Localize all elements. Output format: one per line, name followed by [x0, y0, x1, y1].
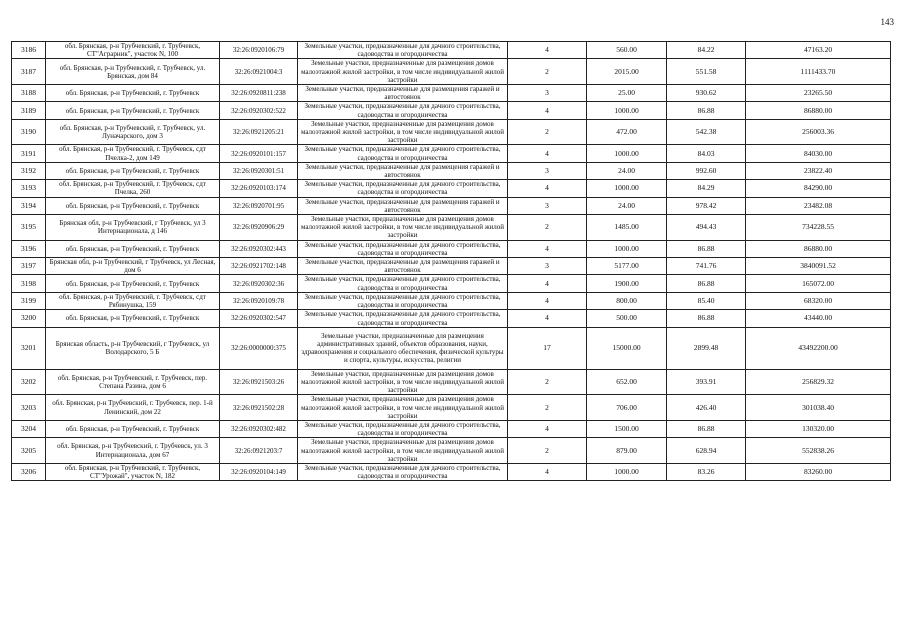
address-cell: обл. Брянская, р-н Трубчевский, г. Трубчевск, ул. Брянская, дом 84 — [46, 59, 220, 85]
row-number-cell: 3189 — [12, 102, 46, 119]
cadastral-number-cell: 32:26:0921203:7 — [220, 438, 298, 464]
specific-value-cell: 551.58 — [667, 59, 746, 85]
table-row — [12, 180, 891, 197]
land-use-cell: Земельные участки, предназначенные для размещения гаражей и автостоянок — [298, 162, 508, 179]
specific-value-cell: 84.29 — [667, 180, 746, 197]
row-number-cell: 3205 — [12, 438, 46, 464]
address-cell: Брянская область, р-н Трубчевский, г Трубчевск, ул Володарского, 5 Б — [46, 327, 220, 369]
row-number-cell: 3203 — [12, 395, 46, 421]
row-number-cell: 3206 — [12, 463, 46, 480]
specific-value-cell: 930.62 — [667, 85, 746, 102]
land-use-cell: Земельные участки, предназначенные для размещения домов малоэтажной жилой застройки, в том числе индивидуальной жилой застройки — [298, 395, 508, 421]
row-number-cell: 3196 — [12, 240, 46, 257]
address-cell: обл. Брянская, р-н Трубчевский, г. Трубчевск, СТ"Аграрник", участок N, 100 — [46, 42, 220, 59]
table-row — [12, 463, 891, 480]
table-row — [12, 85, 891, 102]
specific-value-cell: 2899.48 — [667, 327, 746, 369]
cadastral-value-cell: 3840091.52 — [746, 258, 891, 275]
table-row — [12, 102, 891, 119]
land-use-cell: Земельные участки, предназначенные для дачного строительства, садоводства и огородничества — [298, 310, 508, 327]
use-group-cell: 4 — [508, 292, 587, 309]
specific-value-cell: 628.94 — [667, 438, 746, 464]
table-row — [12, 197, 891, 214]
cadastral-value-cell: 165072.00 — [746, 275, 891, 292]
address-cell: обл. Брянская, р-н Трубчевский, г. Трубчевск, ул. 3 Интернационала, дом 67 — [46, 438, 220, 464]
area-cell: 24.00 — [587, 162, 667, 179]
specific-value-cell: 393.91 — [667, 369, 746, 395]
use-group-cell: 4 — [508, 463, 587, 480]
area-cell: 15000.00 — [587, 327, 667, 369]
land-use-cell: Земельные участки, предназначенные для дачного строительства, садоводства и огородничества — [298, 240, 508, 257]
table-row — [12, 420, 891, 437]
land-use-cell: Земельные участки, предназначенные для размещения домов малоэтажной жилой застройки, в том числе индивидуальной жилой застройки — [298, 59, 508, 85]
use-group-cell: 2 — [508, 59, 587, 85]
land-use-cell: Земельные участки, предназначенные для дачного строительства, садоводства и огородничества — [298, 180, 508, 197]
use-group-cell: 2 — [508, 395, 587, 421]
address-cell: обл. Брянская, р-н Трубчевский, г. Трубчевск, ул. Луначарского, дом 3 — [46, 119, 220, 145]
address-cell: обл. Брянская, р-н Трубчевский, г. Трубчевск — [46, 85, 220, 102]
land-use-cell: Земельные участки, предназначенные для дачного строительства, садоводства и огородничества — [298, 102, 508, 119]
use-group-cell: 2 — [508, 438, 587, 464]
use-group-cell: 3 — [508, 85, 587, 102]
specific-value-cell: 978.42 — [667, 197, 746, 214]
cadastral-value-cell: 1111433.70 — [746, 59, 891, 85]
cadastral-number-cell: 32:26:0920906:29 — [220, 215, 298, 241]
address-cell: обл. Брянская, р-н Трубчевский, г. Трубчевск — [46, 275, 220, 292]
area-cell: 800.00 — [587, 292, 667, 309]
specific-value-cell: 86.88 — [667, 102, 746, 119]
area-cell: 1000.00 — [587, 240, 667, 257]
table-row — [12, 275, 891, 292]
use-group-cell: 4 — [508, 275, 587, 292]
cadastral-number-cell: 32:26:0921004:3 — [220, 59, 298, 85]
land-use-cell: Земельные участки, предназначенные для дачного строительства, садоводства и огородничества — [298, 145, 508, 162]
cadastral-number-cell: 32:26:0920106:79 — [220, 42, 298, 59]
specific-value-cell: 426.40 — [667, 395, 746, 421]
specific-value-cell: 741.76 — [667, 258, 746, 275]
cadastral-number-cell: 32:26:0920302:443 — [220, 240, 298, 257]
land-use-cell: Земельные участки, предназначенные для дачного строительства, садоводства и огородничества — [298, 42, 508, 59]
address-cell: обл. Брянская, р-н Трубчевский, г. Трубчевск, СТ"Урожай", участок N, 182 — [46, 463, 220, 480]
address-cell: обл. Брянская, р-н Трубчевский, г. Трубчевск — [46, 102, 220, 119]
table-row — [12, 395, 891, 421]
specific-value-cell: 83.26 — [667, 463, 746, 480]
specific-value-cell: 992.60 — [667, 162, 746, 179]
cadastral-value-cell: 86880.00 — [746, 102, 891, 119]
cadastral-number-cell: 32:26:0920302:522 — [220, 102, 298, 119]
use-group-cell: 2 — [508, 119, 587, 145]
area-cell: 1500.00 — [587, 420, 667, 437]
area-cell: 1000.00 — [587, 145, 667, 162]
area-cell: 652.00 — [587, 369, 667, 395]
cadastral-number-cell: 32:26:0921502:28 — [220, 395, 298, 421]
cadastral-number-cell: 32:26:0920104:149 — [220, 463, 298, 480]
cadastral-number-cell: 32:26:0920109:78 — [220, 292, 298, 309]
area-cell: 5177.00 — [587, 258, 667, 275]
table-row — [12, 369, 891, 395]
row-number-cell: 3187 — [12, 59, 46, 85]
cadastral-number-cell: 32:26:0920302:482 — [220, 420, 298, 437]
row-number-cell: 3201 — [12, 327, 46, 369]
table-row — [12, 59, 891, 85]
cadastral-number-cell: 32:26:0920301:51 — [220, 162, 298, 179]
use-group-cell: 4 — [508, 310, 587, 327]
row-number-cell: 3197 — [12, 258, 46, 275]
cadastral-value-cell: 23265.50 — [746, 85, 891, 102]
cadastral-value-cell: 43492200.00 — [746, 327, 891, 369]
land-use-cell: Земельные участки, предназначенные для дачного строительства, садоводства и огородничества — [298, 292, 508, 309]
cadastral-value-cell: 256003.36 — [746, 119, 891, 145]
cadastral-value-cell: 84290.00 — [746, 180, 891, 197]
cadastral-number-cell: 32:26:0920701:95 — [220, 197, 298, 214]
address-cell: обл. Брянская, р-н Трубчевский, г. Трубчевск — [46, 420, 220, 437]
cadastral-number-cell: 32:26:0920302:36 — [220, 275, 298, 292]
use-group-cell: 4 — [508, 42, 587, 59]
address-cell: Брянская обл, р-н Трубчевский, г Трубчевск, ул 3 Интернационала, д 146 — [46, 215, 220, 241]
table-row — [12, 258, 891, 275]
use-group-cell: 4 — [508, 180, 587, 197]
row-number-cell: 3195 — [12, 215, 46, 241]
land-plot-table — [11, 41, 891, 481]
address-cell: Брянская обл, р-н Трубчевский, г Трубчевск, ул Лесная, дом 6 — [46, 258, 220, 275]
cadastral-value-cell: 84030.00 — [746, 145, 891, 162]
specific-value-cell: 84.22 — [667, 42, 746, 59]
land-use-cell: Земельные участки, предназначенные для размещения гаражей и автостоянок — [298, 258, 508, 275]
address-cell: обл. Брянская, р-н Трубчевский, г. Трубчевск — [46, 310, 220, 327]
land-use-cell: Земельные участки, предназначенные для дачного строительства, садоводства и огородничества — [298, 463, 508, 480]
cadastral-value-cell: 256829.32 — [746, 369, 891, 395]
land-use-cell: Земельные участки, предназначенные для дачного строительства, садоводства и огородничества — [298, 420, 508, 437]
table-row — [12, 119, 891, 145]
land-use-cell: Земельные участки, предназначенные для размещения домов малоэтажной жилой застройки, в том числе индивидуальной жилой застройки — [298, 369, 508, 395]
row-number-cell: 3186 — [12, 42, 46, 59]
specific-value-cell: 85.40 — [667, 292, 746, 309]
use-group-cell: 2 — [508, 215, 587, 241]
area-cell: 879.00 — [587, 438, 667, 464]
cadastral-value-cell: 43440.00 — [746, 310, 891, 327]
use-group-cell: 3 — [508, 162, 587, 179]
cadastral-number-cell: 32:26:0920101:157 — [220, 145, 298, 162]
area-cell: 1000.00 — [587, 102, 667, 119]
address-cell: обл. Брянская, р-н Трубчевский, г. Трубчевск, сдт Пчелка, 260 — [46, 180, 220, 197]
area-cell: 1000.00 — [587, 463, 667, 480]
row-number-cell: 3188 — [12, 85, 46, 102]
table-row — [12, 145, 891, 162]
land-use-cell: Земельные участки, предназначенные для дачного строительства, садоводства и огородничества — [298, 275, 508, 292]
area-cell: 25.00 — [587, 85, 667, 102]
address-cell: обл. Брянская, р-н Трубчевский, г. Трубчевск — [46, 162, 220, 179]
use-group-cell: 3 — [508, 197, 587, 214]
table-row — [12, 215, 891, 241]
use-group-cell: 4 — [508, 420, 587, 437]
row-number-cell: 3190 — [12, 119, 46, 145]
cadastral-number-cell: 32:26:0000000:375 — [220, 327, 298, 369]
cadastral-value-cell: 23822.40 — [746, 162, 891, 179]
area-cell: 1485.00 — [587, 215, 667, 241]
area-cell: 472.00 — [587, 119, 667, 145]
cadastral-value-cell: 552838.26 — [746, 438, 891, 464]
cadastral-number-cell: 32:26:0921503:26 — [220, 369, 298, 395]
address-cell: обл. Брянская, р-н Трубчевский, г. Трубчевск, сдт Рябинушка, 159 — [46, 292, 220, 309]
area-cell: 706.00 — [587, 395, 667, 421]
area-cell: 1900.00 — [587, 275, 667, 292]
row-number-cell: 3200 — [12, 310, 46, 327]
cadastral-number-cell: 32:26:0921205:21 — [220, 119, 298, 145]
cadastral-number-cell: 32:26:0921702:148 — [220, 258, 298, 275]
address-cell: обл. Брянская, р-н Трубчевский, г. Трубчевск — [46, 240, 220, 257]
specific-value-cell: 86.88 — [667, 310, 746, 327]
row-number-cell: 3194 — [12, 197, 46, 214]
specific-value-cell: 84.03 — [667, 145, 746, 162]
specific-value-cell: 86.88 — [667, 240, 746, 257]
specific-value-cell: 86.88 — [667, 275, 746, 292]
row-number-cell: 3193 — [12, 180, 46, 197]
cadastral-number-cell: 32:26:0920302:547 — [220, 310, 298, 327]
row-number-cell: 3192 — [12, 162, 46, 179]
row-number-cell: 3204 — [12, 420, 46, 437]
table-row — [12, 162, 891, 179]
row-number-cell: 3198 — [12, 275, 46, 292]
row-number-cell: 3191 — [12, 145, 46, 162]
table-body — [12, 42, 891, 481]
specific-value-cell: 542.38 — [667, 119, 746, 145]
cadastral-value-cell: 68320.00 — [746, 292, 891, 309]
cadastral-value-cell: 86880.00 — [746, 240, 891, 257]
address-cell: обл. Брянская, р-н Трубчевский, г. Трубчевск, пер. 1-й Ленинский, дом 22 — [46, 395, 220, 421]
area-cell: 24.00 — [587, 197, 667, 214]
row-number-cell: 3199 — [12, 292, 46, 309]
use-group-cell: 17 — [508, 327, 587, 369]
land-use-cell: Земельные участки, предназначенные для размещения домов малоэтажной жилой застройки, в том числе индивидуальной жилой застройки — [298, 119, 508, 145]
table-row — [12, 310, 891, 327]
table-row — [12, 240, 891, 257]
area-cell: 1000.00 — [587, 180, 667, 197]
land-use-cell: Земельные участки, предназначенные для размещения гаражей и автостоянок — [298, 85, 508, 102]
use-group-cell: 4 — [508, 240, 587, 257]
table-row — [12, 327, 891, 369]
cadastral-number-cell: 32:26:0920103:174 — [220, 180, 298, 197]
cadastral-value-cell: 301038.40 — [746, 395, 891, 421]
use-group-cell: 4 — [508, 145, 587, 162]
use-group-cell: 4 — [508, 102, 587, 119]
page-number: 143 — [880, 17, 894, 27]
row-number-cell: 3202 — [12, 369, 46, 395]
cadastral-number-cell: 32:26:0920811:238 — [220, 85, 298, 102]
table-row — [12, 42, 891, 59]
area-cell: 2015.00 — [587, 59, 667, 85]
use-group-cell: 2 — [508, 369, 587, 395]
use-group-cell: 3 — [508, 258, 587, 275]
address-cell: обл. Брянская, р-н Трубчевский, г. Трубчевск, сдт Пчелка-2, дом 149 — [46, 145, 220, 162]
land-use-cell: Земельные участки, предназначенные для размещения домов малоэтажной жилой застройки, в том числе индивидуальной жилой застройки — [298, 215, 508, 241]
land-use-cell: Земельные участки, предназначенные для размещения домов малоэтажной жилой застройки, в том числе индивидуальной жилой застройки — [298, 438, 508, 464]
cadastral-value-cell: 734228.55 — [746, 215, 891, 241]
cadastral-value-cell: 130320.00 — [746, 420, 891, 437]
specific-value-cell: 86.88 — [667, 420, 746, 437]
area-cell: 500.00 — [587, 310, 667, 327]
area-cell: 560.00 — [587, 42, 667, 59]
address-cell: обл. Брянская, р-н Трубчевский, г. Трубчевск, пер. Степана Разина, дом 6 — [46, 369, 220, 395]
land-use-cell: Земельные участки, предназначенные для размещения гаражей и автостоянок — [298, 197, 508, 214]
table-row — [12, 292, 891, 309]
cadastral-value-cell: 47163.20 — [746, 42, 891, 59]
cadastral-value-cell: 23482.08 — [746, 197, 891, 214]
table-row — [12, 438, 891, 464]
specific-value-cell: 494.43 — [667, 215, 746, 241]
cadastral-value-cell: 83260.00 — [746, 463, 891, 480]
land-use-cell: Земельные участки, предназначенные для размещения административных зданий, объектов образования, науки, здравоохранения и социального обеспечения, физической культуры и спорта, культуры, искусства, религии — [298, 327, 508, 369]
address-cell: обл. Брянская, р-н Трубчевский, г. Трубчевск — [46, 197, 220, 214]
